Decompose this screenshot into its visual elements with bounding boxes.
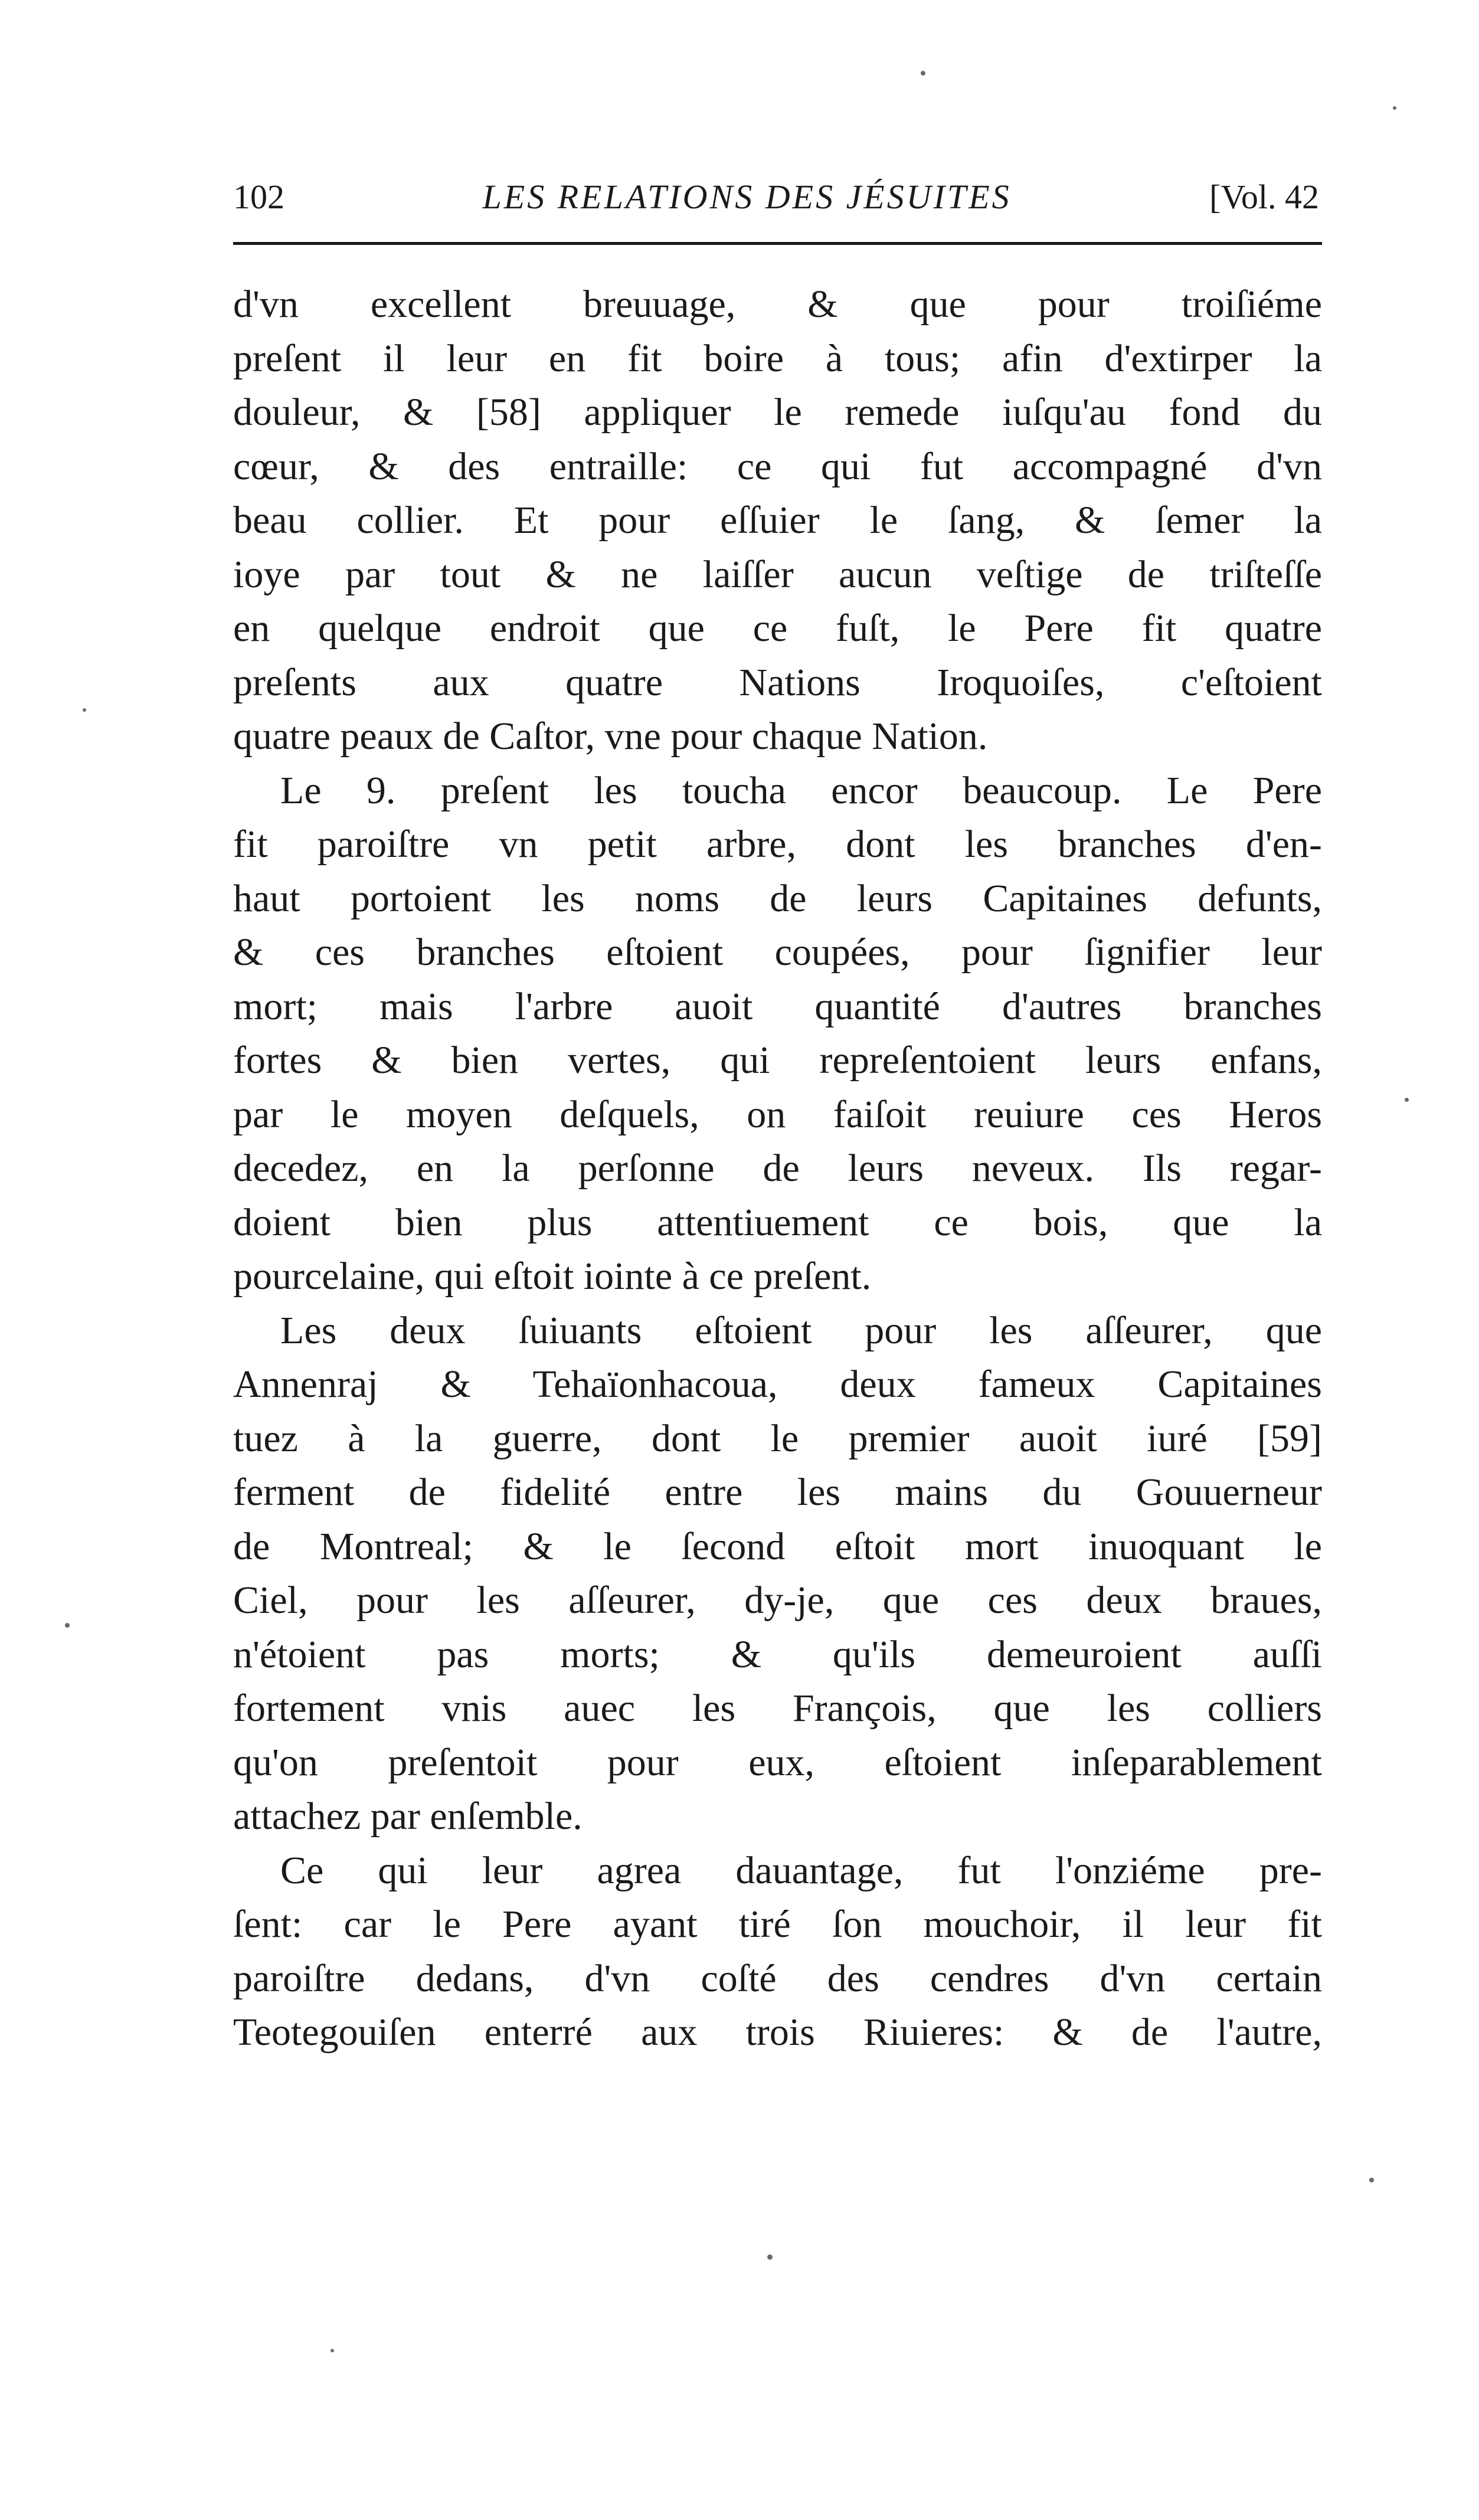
scan-speck [65, 1623, 70, 1628]
volume-label: [Vol. 42 [1209, 178, 1319, 216]
text-line: doient bien plus attentiuement ce bois, que la [233, 1200, 1322, 1244]
text-line: ioye par tout & ne laiſſer aucun veſtige de triſteſſe [233, 552, 1322, 596]
text-line: quatre peaux de Caſtor, vne pour chaque Nation. [233, 715, 988, 758]
text-line: ferment de fidelité entre les mains du Gouuerneur [233, 1471, 1322, 1514]
text-line: decedez, en la perſonne de leurs neveux. Ils regar- [233, 1147, 1322, 1190]
text-line: douleur, & [58] appliquer le remede iuſqu'au fond du [233, 391, 1322, 434]
running-title: LES RELATIONS DES JÉSUITES [482, 178, 1012, 216]
text-line: Annenraj & Tehaïonhacoua, deux fameux Capitaines [233, 1363, 1322, 1406]
text-line: & ces branches eſtoient coupées, pour ſignifier leur [233, 931, 1322, 974]
text-line: attachez par enſemble. [233, 1795, 583, 1838]
text-line: n'étoient pas morts; & qu'ils demeuroient auſſi [233, 1632, 1322, 1676]
text-line: cœur, & des entraille: ce qui fut accompagné d'vn [233, 444, 1322, 488]
text-line: preſent il leur en fit boire à tous; afin d'extirper la [233, 336, 1322, 380]
text-line: d'vn excellent breuuage, & que pour troiſiéme [233, 283, 1322, 326]
scan-speck [83, 708, 86, 712]
text-line: paroiſtre dedans, d'vn coſté des cendres d'vn certain [233, 1956, 1322, 2000]
text-line: tuez à la guerre, dont le premier auoit iuré [59] [233, 1416, 1322, 1460]
text-line: haut portoient les noms de leurs Capitaines defunts, [233, 876, 1322, 920]
text-line: en quelque endroit que ce fuſt, le Pere fit quatre [233, 607, 1322, 650]
text-line: Le 9. preſent les toucha encor beaucoup. Le Pere [280, 768, 1322, 812]
text-line: ſent: car le Pere ayant tiré ſon mouchoir, il leur fit [233, 1903, 1322, 1946]
page-number: 102 [233, 178, 284, 216]
header-rule [233, 242, 1322, 245]
scan-speck [331, 2349, 334, 2352]
text-line: Les deux ſuiuants eſtoient pour les aſſeurer, que [280, 1308, 1322, 1352]
text-line: Teotegouiſen enterré aux trois Riuieres: & de l'autre, [233, 2011, 1322, 2054]
scan-speck [767, 2254, 773, 2260]
text-line: pourcelaine, qui eſtoit iointe à ce preſent. [233, 1255, 872, 1298]
running-header [233, 177, 1319, 224]
text-line: de Montreal; & le ſecond eſtoit mort inuoquant le [233, 1524, 1322, 1568]
text-line: mort; mais l'arbre auoit quantité d'autres branches [233, 984, 1322, 1028]
text-line: Ciel, pour les aſſeurer, dy-je, que ces deux braues, [233, 1579, 1322, 1622]
body-text [233, 277, 1322, 2060]
text-line: preſents aux quatre Nations Iroquoiſes, c'eſtoient [233, 660, 1322, 704]
scan-speck [1393, 106, 1396, 110]
text-line: beau collier. Et pour eſſuier le ſang, & ſemer la [233, 499, 1322, 542]
scan-speck [921, 71, 925, 76]
text-line: fortement vnis auec les François, que les colliers [233, 1687, 1322, 1730]
text-line: fortes & bien vertes, qui repreſentoient leurs enfans, [233, 1039, 1322, 1082]
scan-speck [1369, 2178, 1374, 2182]
scan-speck [1405, 1098, 1409, 1102]
text-line: fit paroiſtre vn petit arbre, dont les branches d'en- [233, 823, 1322, 866]
text-line: par le moyen deſquels, on faiſoit reuiure ces Heros [233, 1092, 1322, 1136]
text-line: qu'on preſentoit pour eux, eſtoient inſeparablement [233, 1740, 1322, 1784]
text-line: Ce qui leur agrea dauantage, fut l'onziéme pre- [280, 1848, 1322, 1892]
